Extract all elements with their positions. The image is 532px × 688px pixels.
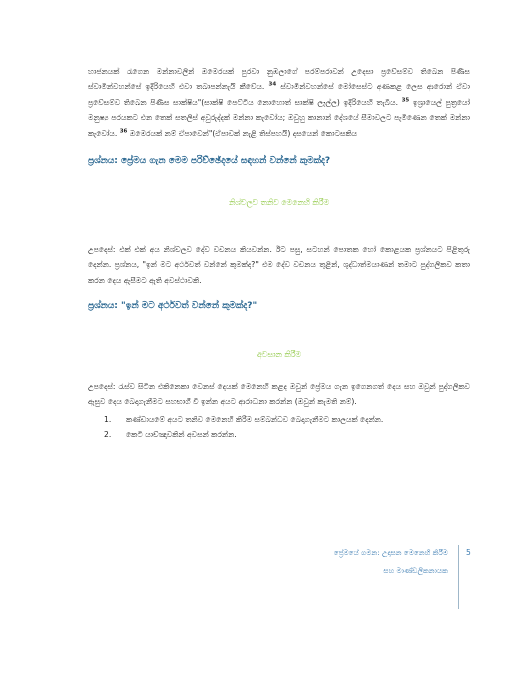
scripture-text-3: ඉශ්‍රායෙල් පුත්‍රයෝ මනුෂ්‍ය පරයකට එන තෙක් සතලිස් අවුරුද්දක් මන්නා කැවෝය; ඔවුහු කානාන් දේශයේ සීමාවලට පැමිණෙන තෙක් මන්නා කැවෝය. <box>88 97 471 138</box>
question-heading-1: ප්‍රශ්නය: ප්‍රේමය ගැන මෙම පරිච්ඡේදයේ සඳහන් වන්නේ කුමක්ද? <box>88 156 331 166</box>
instructions-paragraph: උපදෙස්: එක් එක් අය නිශ්චලව දේව වචනය කියවන්න. ඊට පසු, සටහන් පොතක හෝ කොළයක ප්‍රශ්නයට පිළිතුරු දෙන්න. ප්‍රශ්නය, "ඉන් මට අර්ථවත් වන්නේ කුමක්ද?" එම දේව වචනය තුළින්, ශුද්ධාත්මයාණන් තමාට පුද්ගලිකව කතා කරන දෙය ඇසීමට ඇති අවස්ථාවකි. <box>88 245 470 285</box>
verse-number-36: 36 <box>119 128 128 135</box>
list-item <box>104 412 464 427</box>
footer-divider <box>458 545 459 609</box>
list-item <box>104 427 464 442</box>
closing-steps-list <box>104 412 464 442</box>
scripture-paragraph <box>88 64 470 141</box>
footer-subtitle: සහ මාණ්ඩලිකනායක <box>383 566 448 575</box>
verse-number-35: 35 <box>401 97 410 104</box>
verse-number-34: 34 <box>268 81 277 88</box>
section-heading-closing: අවසාන කිරීම <box>256 350 302 359</box>
scripture-text-4: ඔමෙරයක් නම් ඒපාවෙන්"(ඒපාවක් නැළි තිස්පහයි) දසයෙන් කොටසකිය <box>129 128 358 138</box>
list-item-number: 2. <box>104 430 112 439</box>
list-item-text: කෙටි යාච්ඤාවකින් අවසන් කරන්න. <box>126 430 237 439</box>
closing-instructions-paragraph: උපදෙස්: රැස්ව සිටින එකිනෙකා වෙනස් දෙයක් මෙනෙහි කළද ඔවුන් ප්‍රේමය ගැන ඉගෙනගත් දෙය සහ ඔවුන් පුද්ගලිකව ඇසුව දෙය බෙදාගැනීමට සහභාගී වී ඉන්න අයට ආරාධනා කරන්න (ඔවුන් කැමති නම්). <box>88 382 470 407</box>
scripture-text-1: හාජනයක් රැගෙන මන්නාවලින් ඔමෙරයක් පුරවා නුඹලාගේ පරම්පරාවන් උදෙසා ප්‍රවේසම්ව තිබෙන පිණිස ස්වාමින්වහන්සේ ඉදිරියෙහි එවා තබාපන්නැයි කීවේය. <box>88 67 470 92</box>
footer-title: ප්‍රේමයේ ගමන: උදාසන මෙනෙහි කිරීම <box>333 548 448 557</box>
section-heading-silent-meditation: නිශ්චලව තනිව මෙනෙහි කිරීම <box>228 198 330 207</box>
page-number: 5 <box>466 548 471 557</box>
list-item-text: කණ්ඩායමේ අයට තනිව මෙනෙහි කිරීම සම්බන්ධව බෙදාගැනීමට කාලයක් දෙන්න. <box>126 415 384 424</box>
list-item-number: 1. <box>104 415 112 424</box>
question-heading-2: ප්‍රශ්නය: "ඉන් මට අර්ථවත් වන්නේ කුමක්ද?" <box>88 301 258 311</box>
scripture-text-2: ස්වාමීන්වහන්සේ මෝසෙස්ට අණකළ ලෙස ආරොන් ඒවා ප්‍රවේසම්ව තිබෙන පිණිස සාක්ෂිය"(සාක්ෂි පෙට්ටිය නොහොත් සාක්ෂි ලෑල්ල) ඉදිරියෙහි තැබීය. <box>88 82 470 107</box>
